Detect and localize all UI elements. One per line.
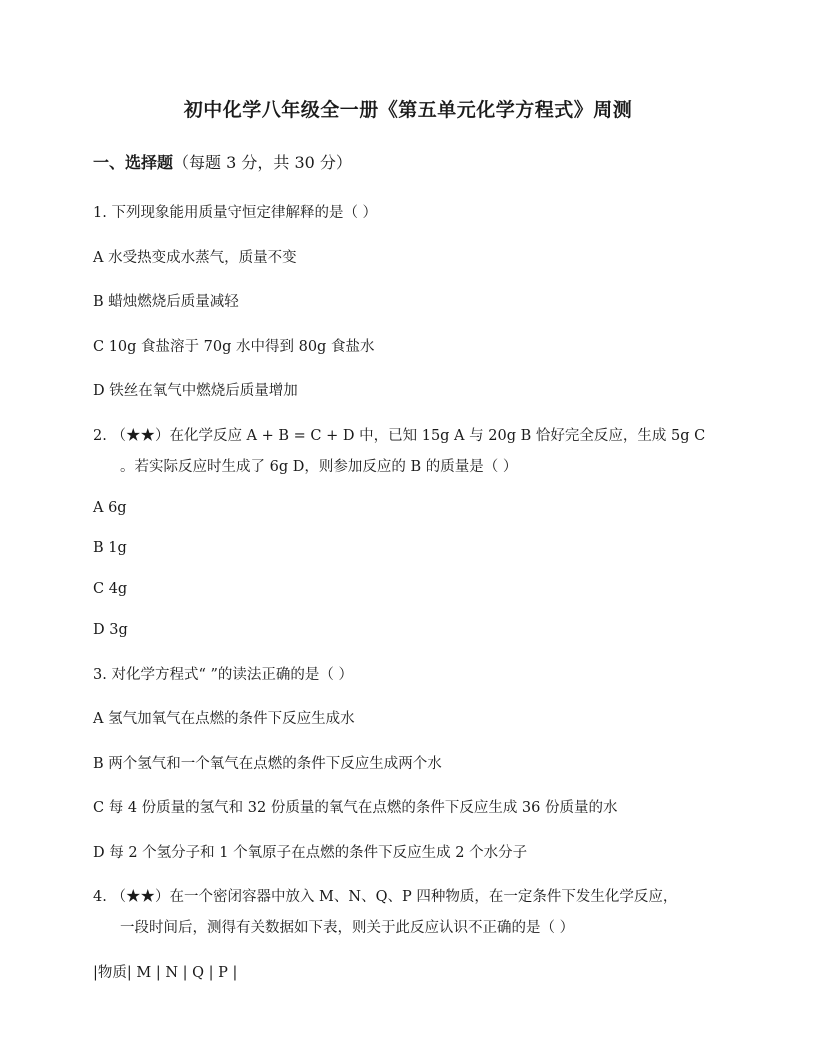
option-2a: A 6g <box>93 500 127 516</box>
document-title: 初中化学八年级全一册《第五单元化学方程式》周测 <box>183 99 633 121</box>
option-3c: C 每 4 份质量的氢气和 32 份质量的氧气在点燃的条件下反应生成 36 份质量的水 <box>93 800 618 816</box>
option-2c: C 4g <box>93 581 128 597</box>
option-1c: C 10g 食盐溶于 70g 水中得到 80g 食盐水 <box>93 339 375 355</box>
option-1b: B 蜡烛燃烧后质量减轻 <box>93 294 239 310</box>
table-header-row: |物质| M | N | Q | P | <box>93 965 238 981</box>
option-2b: B 1g <box>93 540 127 556</box>
question-2: 2. （★★）在化学反应 A + B = C + D 中，已知 15g A 与 20g B 恰好完全反应，生成 5g C <box>93 428 706 444</box>
option-1a: A 水受热变成水蒸气，质量不变 <box>93 250 297 266</box>
option-2d: D 3g <box>93 622 128 638</box>
question-4-continued: 一段时间后，测得有关数据如下表，则关于此反应认识不正确的是（ ） <box>120 920 575 936</box>
question-2-continued: 。若实际反应时生成了 6g D，则参加反应的 B 的质量是（ ） <box>120 459 518 475</box>
section-title: 一、选择题 <box>93 153 174 172</box>
section-heading <box>93 150 352 173</box>
question-4: 4. （★★）在一个密闭容器中放入 M、N、Q、P 四种物质，在一定条件下发生化学反应， <box>93 889 678 905</box>
option-3d: D 每 2 个氢分子和 1 个氧原子在点燃的条件下反应生成 2 个水分子 <box>93 845 528 861</box>
question-1: 1. 下列现象能用质量守恒定律解释的是（ ） <box>93 205 378 221</box>
option-3b: B 两个氢气和一个氧气在点燃的条件下反应生成两个水 <box>93 756 442 772</box>
section-score-note: （每题 3 分，共 30 分） <box>173 153 352 172</box>
question-3: 3. 对化学方程式“ ”的读法正确的是（ ） <box>93 667 353 683</box>
option-1d: D 铁丝在氧气中燃烧后质量增加 <box>93 383 298 399</box>
option-3a: A 氢气加氧气在点燃的条件下反应生成水 <box>93 711 355 727</box>
